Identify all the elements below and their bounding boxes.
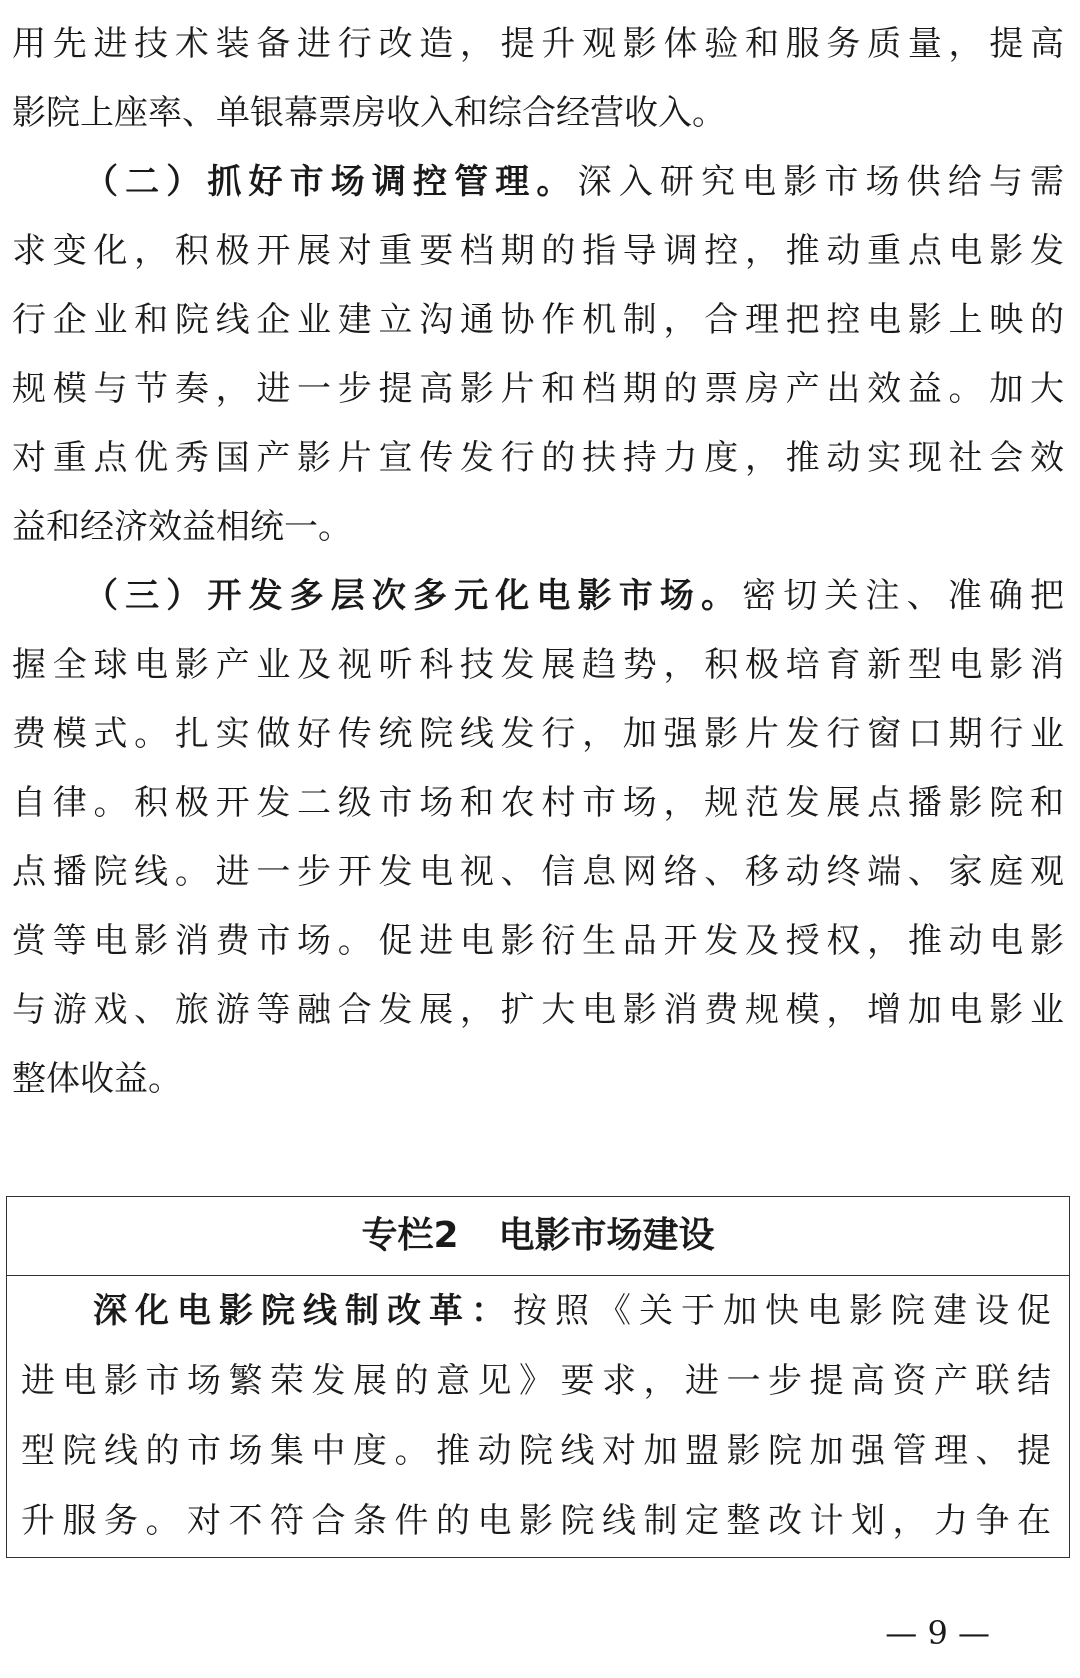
- page-number: — 9 —: [885, 1614, 990, 1652]
- paragraph-line: 影院上座率、单银幕票房收入和综合经营收入。: [12, 93, 726, 133]
- column-box-line: 型院线的市场集中度。推动院线对加盟影院加强管理、提: [21, 1431, 1051, 1471]
- column-box-line: 升服务。对不符合条件的电影院线制定整改计划，力争在: [21, 1501, 1051, 1541]
- section-3-heading: （三）开发多层次多元化电影市场。: [84, 576, 743, 616]
- column-box-first-text: 按照《关于加快电影院建设促: [513, 1291, 1051, 1331]
- paragraph-line: 益和经济效益相统一。: [12, 507, 352, 547]
- column-box-item-heading: 深化电影院线制改革：: [93, 1291, 513, 1331]
- section-3-first-text: 密切关注、准确把: [742, 576, 1065, 616]
- paragraph-line: 规模与节奏，进一步提高影片和档期的票房产出效益。加大: [12, 369, 1064, 409]
- paragraph-line: 自律。积极开发二级市场和农村市场，规范发展点播影院和: [12, 783, 1064, 823]
- column-box-line: 进电影市场繁荣发展的意见》要求，进一步提高资产联结: [21, 1361, 1051, 1401]
- paragraph-line: 求变化，积极开展对重要档期的指导调控，推动重点电影发: [12, 231, 1064, 271]
- column-box-first-line: [21, 1276, 1051, 1346]
- paragraph-line: 行企业和院线企业建立沟通协作机制，合理把控电影上映的: [12, 300, 1064, 340]
- paragraph-line: 用先进技术装备进行改造，提升观影体验和服务质量，提高: [12, 24, 1064, 64]
- column-box: [6, 1196, 1070, 1558]
- paragraph-line: 对重点优秀国产影片宣传发行的扶持力度，推动实现社会效: [12, 438, 1064, 478]
- section-2-heading: （二）抓好市场调控管理。: [84, 162, 578, 202]
- paragraph-line: 赏等电影消费市场。促进电影衍生品开发及授权，推动电影: [12, 921, 1064, 961]
- column-box-heading: 电影市场建设: [498, 1215, 715, 1256]
- column-box-label: 专栏2: [361, 1215, 459, 1256]
- paragraph-line: 握全球电影产业及视听科技发展趋势，积极培育新型电影消: [12, 645, 1064, 685]
- section-2-first-line: [12, 148, 1064, 217]
- section-2-first-text: 深入研究电影市场供给与需: [577, 162, 1065, 202]
- paragraph-line: 整体收益。: [12, 1059, 182, 1099]
- document-page: [12, 10, 1072, 1114]
- paragraph-line: 点播院线。进一步开发电视、信息网络、移动终端、家庭观: [12, 852, 1064, 892]
- paragraph-line: 与游戏、旅游等融合发展，扩大电影消费规模，增加电影业: [12, 990, 1064, 1030]
- column-box-title: [7, 1197, 1069, 1276]
- paragraph-line: 费模式。扎实做好传统院线发行，加强影片发行窗口期行业: [12, 714, 1064, 754]
- column-box-body: [7, 1276, 1069, 1556]
- section-3-first-line: [12, 562, 1064, 631]
